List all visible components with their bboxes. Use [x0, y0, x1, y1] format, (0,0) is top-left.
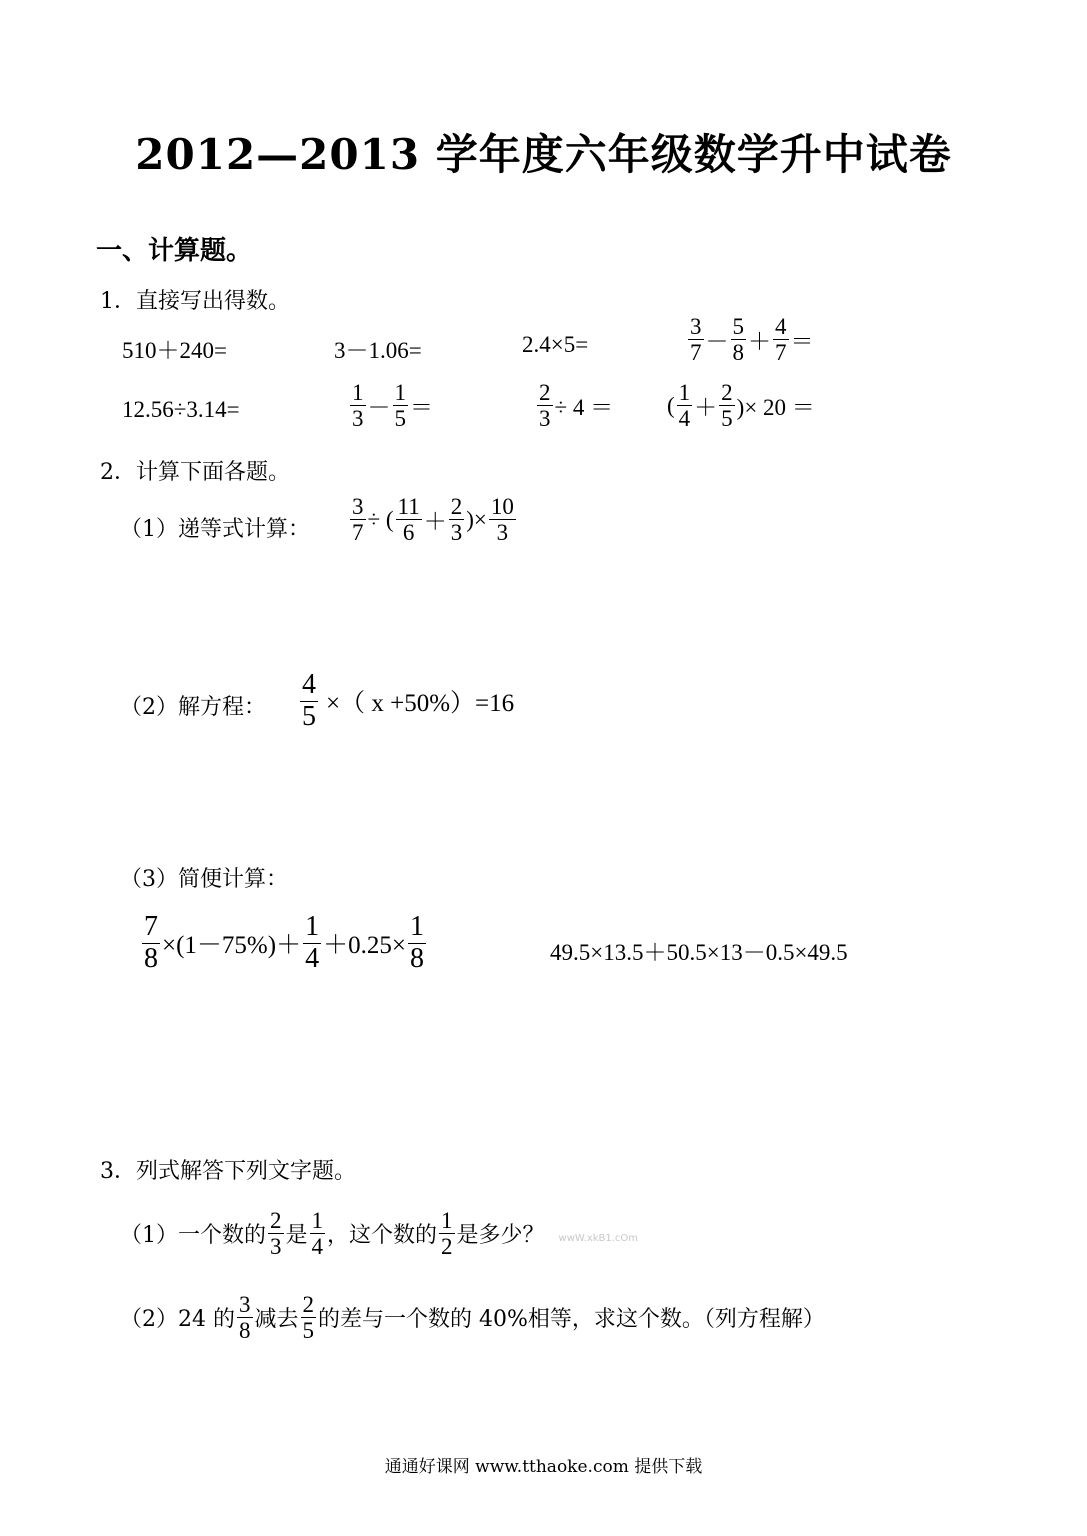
fraction: 1 5	[394, 380, 406, 432]
fraction: $\frac{3}{7}$	[352, 494, 364, 546]
q1-expr-1: 510＋240=	[122, 338, 227, 363]
q2-part-3-label: （3）简便计算：	[120, 867, 288, 892]
question-3-label: 3．列式解答下列文字题。	[100, 1159, 356, 1184]
fraction: 1 4	[311, 1208, 324, 1260]
q2-part-2-label: （2）解方程：	[120, 695, 266, 720]
q3-part-2: （2）24 的 3 8 减去 2 5 的差与一个数的 40%相等，求这个数。（列方程解）	[120, 1292, 825, 1344]
q1-expr-3: 2.4×5=	[522, 332, 589, 357]
q1-expr-5: 12.56÷3.14=	[122, 397, 240, 422]
q2-part-1-expr: $\frac{3}{7}$ ÷ ( 11 6 ＋ 2 3 )× $\frac{10}{3}$	[352, 494, 514, 546]
q1-expr-6: 1 3 － 1 5 ＝	[352, 380, 433, 432]
fraction: 3 8	[239, 1292, 251, 1344]
fraction: $\frac{7}{8}$	[144, 911, 158, 974]
q1-expr-2: 3－1.06=	[334, 338, 422, 363]
page-footer: 通通好课网 www.tthaoke.com 提供下载	[384, 1457, 703, 1477]
fraction: 1 4	[678, 380, 691, 432]
fraction: 2 3	[270, 1208, 282, 1260]
q1-expr-4: 3 7 － 5 8 ＋ 4 7 ＝	[690, 314, 814, 366]
q2-part-3-expr-2: 49.5×13.5＋50.5×13－0.5×49.5	[550, 940, 848, 965]
fraction: 1 2	[441, 1208, 453, 1260]
question-1-label: 1．直接写出得数。	[100, 289, 290, 314]
fraction: 2 5	[302, 1292, 315, 1344]
fraction: $\frac{10}{3}$	[490, 494, 514, 546]
fraction: 1 3	[352, 380, 364, 432]
fraction: 3 7	[690, 314, 702, 366]
q3-part-1: （1）一个数的 2 3 是 1 4 ，这个数的 1 2 是多少？ wwW.xkB1.cOm	[120, 1208, 639, 1260]
fraction: 4 7	[775, 314, 787, 366]
fraction: $\frac{4}{5}$	[302, 669, 316, 732]
fraction: 1 4	[305, 911, 320, 974]
q2-part-1-label: （1）递等式计算：	[120, 517, 310, 542]
fraction: 2 5	[721, 380, 733, 432]
q1-expr-8: ( 1 4 ＋ 2 5 )× 20 ＝	[667, 380, 815, 432]
fraction: 11 6	[397, 494, 420, 546]
fraction: $\frac{2}{3}$	[539, 380, 551, 432]
section-heading: 一、计算题。	[96, 236, 253, 266]
watermark: wwW.xkB1.cOm	[558, 1233, 639, 1245]
q1-expr-7: $\frac{2}{3}$ ÷ 4 ＝	[539, 380, 614, 432]
fraction: $\frac{1}{8}$	[409, 911, 424, 974]
question-2-label: 2．计算下面各题。	[100, 460, 290, 485]
q2-part-2-expr: $\frac{4}{5}$ ×（ x +50%）=16	[302, 669, 515, 732]
fraction: 2 3	[450, 494, 463, 546]
page-title: 2012—2013 学年度六年级数学升中试卷	[135, 130, 952, 179]
fraction: 5 8	[732, 314, 744, 366]
q2-part-3-expr-1: $\frac{7}{8}$ ×(1－75%)＋ 1 4 ＋0.25× $\frac{1}{8}$	[144, 911, 424, 974]
